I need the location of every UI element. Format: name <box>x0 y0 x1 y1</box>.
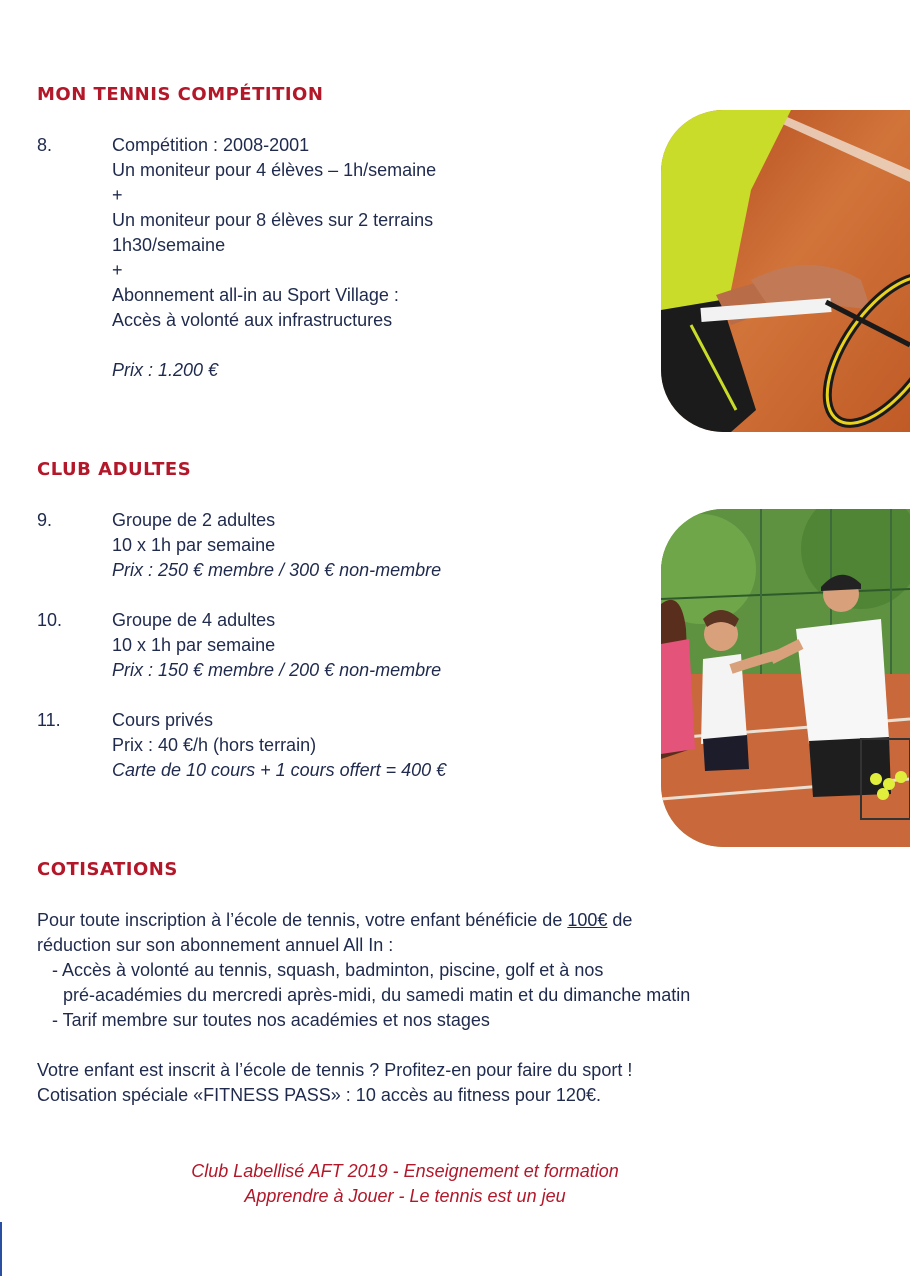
item-11-details <box>112 708 446 783</box>
item-11-line: Cours privés <box>112 710 214 730</box>
intro-text: Pour toute inscription à l’école de tennis, votre enfant bénéficie de <box>37 910 568 930</box>
item-8-line: Un moniteur pour 4 élèves – 1h/semaine <box>112 160 437 180</box>
bullet-item-continued: pré-académies du mercredi après-midi, du samedi matin et du dimanche matin <box>63 985 691 1005</box>
item-9-line: Groupe de 2 adultes <box>112 510 276 530</box>
item-11-line: Prix : 40 €/h (hors terrain) <box>112 735 317 755</box>
item-8-plus: + <box>112 185 123 205</box>
item-8-line: Compétition : 2008-2001 <box>112 135 310 155</box>
item-8-line: Abonnement all-in au Sport Village : <box>112 285 399 305</box>
footer-line: Apprendre à Jouer - Le tennis est un jeu <box>244 1186 566 1206</box>
item-8-line: Accès à volonté aux infrastructures <box>112 310 393 330</box>
item-9-details <box>112 508 441 583</box>
item-10-details <box>112 608 441 683</box>
item-9-line: 10 x 1h par semaine <box>112 535 276 555</box>
tennis-players-photo <box>661 509 910 847</box>
cotisations-intro <box>37 908 690 933</box>
page-edge-mark <box>0 1222 2 1276</box>
tennis-racket-photo <box>661 110 910 432</box>
fitness-line: Votre enfant est inscrit à l’école de tennis ? Profitez-en pour faire du sport ! <box>37 1060 633 1080</box>
item-number-10: 10. <box>37 610 63 630</box>
bullet-item: - Tarif membre sur toutes nos académies et nos stages <box>52 1010 490 1030</box>
footer-line: Club Labellisé AFT 2019 - Enseignement et formation <box>191 1161 619 1181</box>
item-9-price: Prix : 250 € membre / 300 € non-membre <box>112 560 442 580</box>
item-number-9: 9. <box>37 510 53 530</box>
cotisations-intro-line2: réduction sur son abonnement annuel All In : <box>37 935 394 955</box>
section-heading-adults: CLUB ADULTES <box>37 459 192 480</box>
section-heading-cotisations: COTISATIONS <box>37 859 178 880</box>
section-heading-competition: MON TENNIS COMPÉTITION <box>37 84 324 105</box>
item-10-price: Prix : 150 € membre / 200 € non-membre <box>112 660 442 680</box>
intro-text-end: de <box>607 910 633 930</box>
item-10-line: 10 x 1h par semaine <box>112 635 276 655</box>
item-8-plus: + <box>112 260 123 280</box>
item-8-line: Un moniteur pour 8 élèves sur 2 terrains <box>112 210 434 230</box>
item-11-price: Carte de 10 cours + 1 cours offert = 400 € <box>112 760 447 780</box>
item-10-line: Groupe de 4 adultes <box>112 610 276 630</box>
footer-label <box>0 1159 810 1209</box>
fitness-pass-line: Cotisation spéciale «FITNESS PASS» : 10 accès au fitness pour 120€. <box>37 1085 601 1105</box>
discount-amount: 100€ <box>567 910 608 930</box>
item-number-11: 11. <box>37 710 61 730</box>
item-8-price: Prix : 1.200 € <box>112 360 219 380</box>
item-8-line: 1h30/semaine <box>112 235 226 255</box>
item-8-details <box>112 133 436 383</box>
item-number-8: 8. <box>37 135 53 155</box>
bullet-item: - Accès à volonté au tennis, squash, badminton, piscine, golf et à nos <box>52 960 604 980</box>
cotisations-info <box>37 908 690 1108</box>
